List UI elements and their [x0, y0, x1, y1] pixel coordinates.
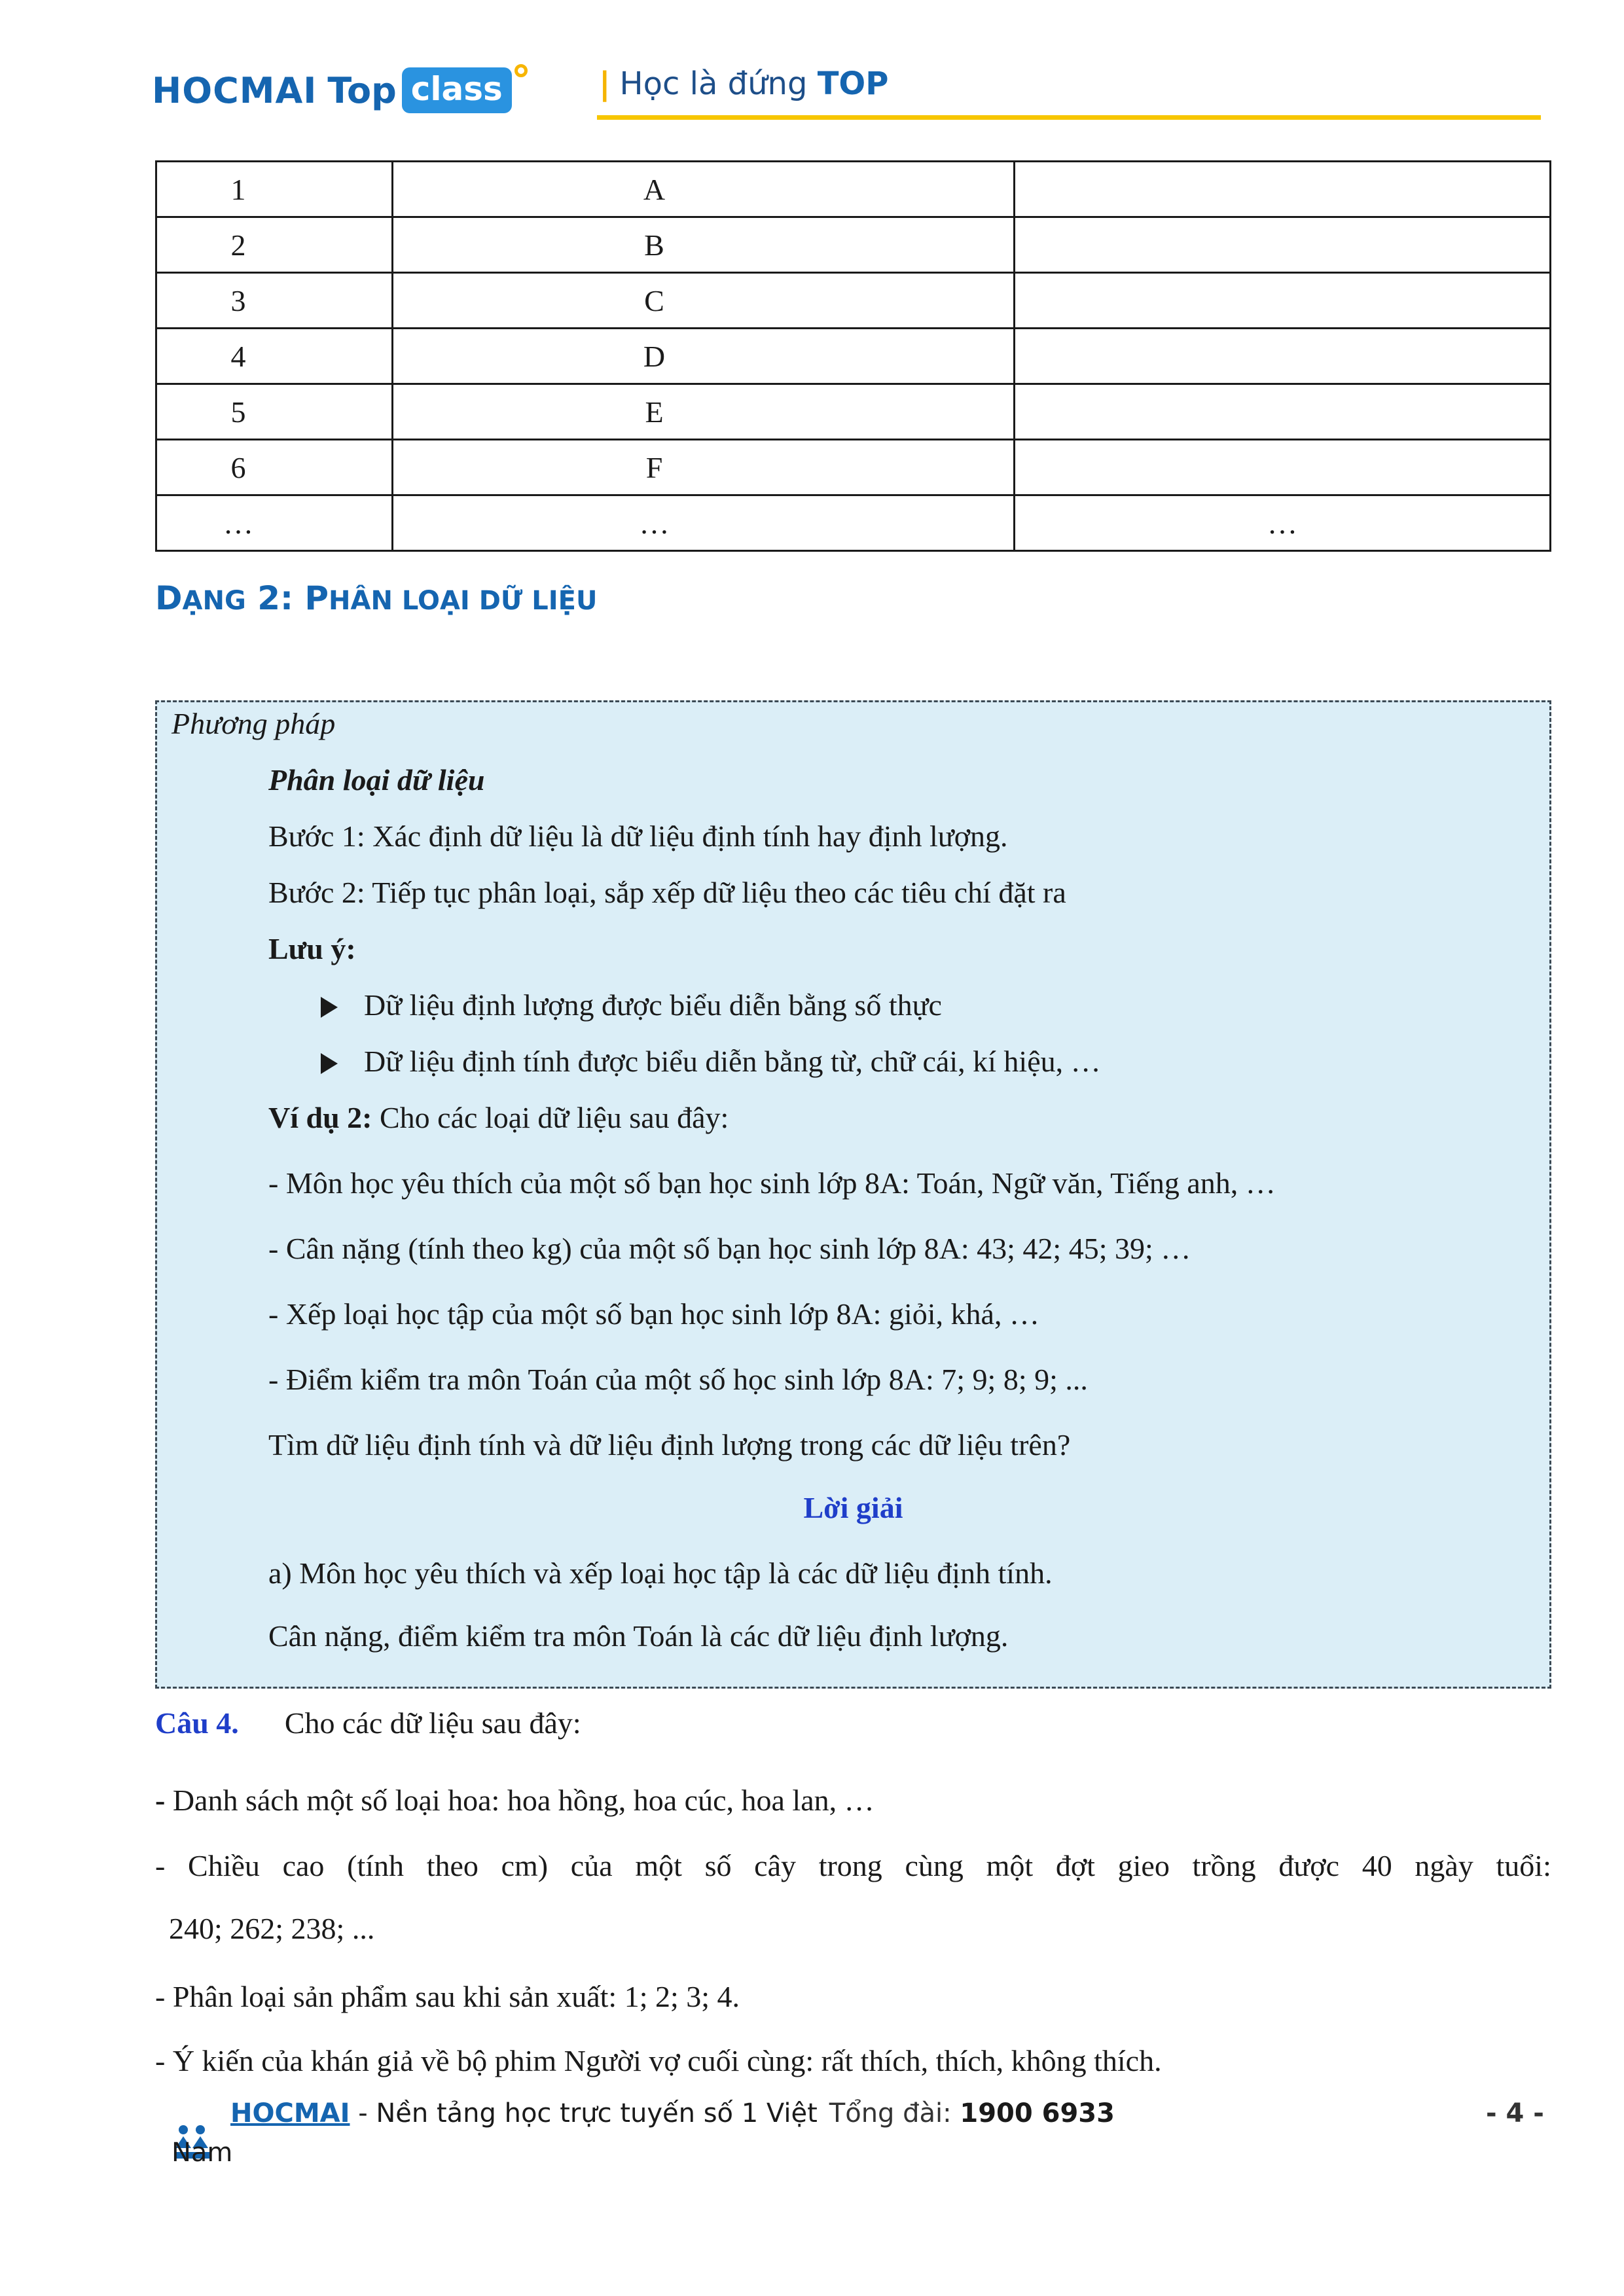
table-cell: B — [393, 217, 1015, 273]
q4-item-2-word: đợt — [1055, 1849, 1095, 1882]
table-cell: … — [393, 495, 1015, 551]
header-underline — [597, 115, 1541, 120]
question-4-line — [155, 1706, 581, 1740]
q4-item-2-word: cây — [754, 1849, 797, 1882]
table-cell — [1015, 162, 1551, 217]
answer-2: Cân nặng, điểm kiểm tra môn Toán là các dữ liệu định lượng. — [268, 1619, 1009, 1653]
q4-item-1-dash: - — [155, 1784, 166, 1817]
question-label: Câu 4. — [155, 1706, 239, 1740]
q4-item-2-word: ngày — [1415, 1849, 1473, 1882]
step-2: Bước 2: Tiếp tục phân loại, sắp xếp dữ liệu theo các tiêu chí đặt ra — [268, 876, 1066, 909]
arrow-bullet-icon — [321, 997, 338, 1018]
table-cell: 2 — [156, 217, 393, 273]
q4-item-2-word: - — [155, 1849, 166, 1882]
footer-slogan-cont: Nam — [171, 2138, 233, 2168]
table-row — [156, 329, 1551, 384]
q4-item-2-word: một — [986, 1849, 1034, 1882]
divider-bar: | — [599, 65, 611, 102]
q4-item-2-word: của — [570, 1849, 613, 1882]
q4-item-2 — [155, 1848, 1551, 1883]
heading-p: P — [304, 579, 329, 617]
q4-item-2-word: gieo — [1117, 1849, 1170, 1882]
table-cell — [1015, 329, 1551, 384]
logo-hocmai-text: HOCMAI — [152, 69, 317, 111]
table-cell: A — [393, 162, 1015, 217]
q4-item-2-word: (tính — [347, 1849, 405, 1882]
note-label: Lưu ý: — [268, 932, 356, 965]
q4-item-2-word: cm) — [501, 1849, 549, 1882]
footer-brand-link[interactable]: HOCMAI — [230, 2098, 350, 2128]
table-row — [156, 217, 1551, 273]
q4-item-2-word: trong — [818, 1849, 882, 1882]
heading-num: 2: — [245, 579, 305, 617]
table-row — [156, 440, 1551, 495]
page-number: - 4 - — [1486, 2098, 1544, 2128]
step-1: Bước 1: Xác định dữ liệu là dữ liệu định tính hay định lượng. — [268, 819, 1008, 853]
sun-icon — [514, 64, 528, 77]
footer-line — [230, 2098, 1115, 2128]
note-item-2 — [321, 1044, 1101, 1079]
data-table — [155, 160, 1551, 552]
table-row — [156, 495, 1551, 551]
logo-top-text: Top — [327, 69, 397, 111]
heading-rest: HÂN LOẠI DỮ LIỆU — [329, 586, 598, 616]
table-row — [156, 273, 1551, 329]
table-cell: D — [393, 329, 1015, 384]
question-text: Cho các dữ liệu sau đây: — [284, 1706, 581, 1740]
q4-item-2-word: theo — [426, 1849, 478, 1882]
note-text-2: Dữ liệu định tính được biểu diễn bằng từ, chữ cái, kí hiệu, … — [364, 1045, 1101, 1078]
section-heading — [155, 579, 597, 617]
table-row — [156, 162, 1551, 217]
table-cell: E — [393, 384, 1015, 440]
q4-item-2-word: được — [1278, 1849, 1340, 1882]
method-subtitle: Phân loại dữ liệu — [268, 763, 485, 797]
q4-item-2-word: trồng — [1192, 1849, 1256, 1882]
example-line — [268, 1100, 729, 1135]
arrow-bullet-icon — [321, 1053, 338, 1074]
q4-item-2-word: 40 — [1362, 1849, 1392, 1882]
footer-slogan: - Nền tảng học trực tuyến số 1 Việt — [350, 2098, 818, 2128]
table-cell — [1015, 273, 1551, 329]
q4-item-1 — [155, 1783, 875, 1818]
q4-item-1-text: Danh sách một số loại hoa: hoa hồng, hoa cúc, hoa lan, … — [165, 1784, 875, 1817]
footer-hotline: 1900 6933 — [960, 2098, 1115, 2128]
method-box — [155, 700, 1551, 1689]
table-cell — [1015, 217, 1551, 273]
example-label: Ví dụ 2: — [268, 1101, 372, 1134]
table-cell: 4 — [156, 329, 393, 384]
example-item-3: - Xếp loại học tập của một số bạn học sinh lớp 8A: giỏi, khá, … — [268, 1297, 1039, 1331]
heading-ang: ẠNG — [182, 586, 246, 616]
q4-item-2-word: cao — [282, 1849, 325, 1882]
example-item-1: - Môn học yêu thích của một số bạn học sinh lớp 8A: Toán, Ngữ văn, Tiếng anh, … — [268, 1166, 1276, 1200]
q4-item-4: - Ý kiến của khán giả về bộ phim Người vợ cuối cùng: rất thích, thích, không thích. — [155, 2044, 1162, 2077]
table-row — [156, 384, 1551, 440]
q4-item-2-word: cùng — [905, 1849, 964, 1882]
q4-item-2-word: tuổi: — [1496, 1849, 1551, 1882]
q4-item-2-cont: 240; 262; 238; ... — [169, 1912, 375, 1945]
answer-1: a) Môn học yêu thích và xếp loại học tập là các dữ liệu định tính. — [268, 1556, 1053, 1590]
example-item-4: - Điểm kiểm tra môn Toán của một số học sinh lớp 8A: 7; 9; 8; 9; ... — [268, 1363, 1088, 1396]
table-cell: 1 — [156, 162, 393, 217]
table-cell: 3 — [156, 273, 393, 329]
table-cell — [1015, 440, 1551, 495]
q4-item-2-word: một — [635, 1849, 682, 1882]
table-cell: … — [1015, 495, 1551, 551]
example-item-2: - Cân nặng (tính theo kg) của một số bạn học sinh lớp 8A: 43; 42; 45; 39; … — [268, 1232, 1191, 1265]
example-question: Tìm dữ liệu định tính và dữ liệu định lượng trong các dữ liệu trên? — [268, 1428, 1071, 1462]
solution-title: Lời giải — [803, 1491, 903, 1524]
note-item-1 — [321, 988, 942, 1022]
table-cell: … — [156, 495, 393, 551]
method-title: Phương pháp — [171, 707, 336, 740]
note-text-1: Dữ liệu định lượng được biểu diễn bằng số thực — [364, 988, 942, 1022]
footer-hotline-label: Tổng đài: — [829, 2098, 960, 2128]
table-cell: 6 — [156, 440, 393, 495]
heading-d: D — [155, 579, 183, 617]
tagline-top: TOP — [817, 65, 889, 102]
table-cell — [1015, 384, 1551, 440]
table-cell: 5 — [156, 384, 393, 440]
tagline — [599, 65, 888, 102]
tagline-text: Học là đứng — [619, 65, 818, 102]
hocmai-logo — [152, 64, 512, 117]
example-text: Cho các loại dữ liệu sau đây: — [372, 1101, 729, 1134]
q4-item-2-word: số — [704, 1849, 732, 1882]
q4-item-2-word: Chiều — [188, 1849, 260, 1882]
q4-item-3: - Phân loại sản phẩm sau khi sản xuất: 1; 2; 3; 4. — [155, 1980, 740, 2013]
logo-class-badge: class — [402, 67, 512, 113]
table-cell: C — [393, 273, 1015, 329]
table-cell: F — [393, 440, 1015, 495]
